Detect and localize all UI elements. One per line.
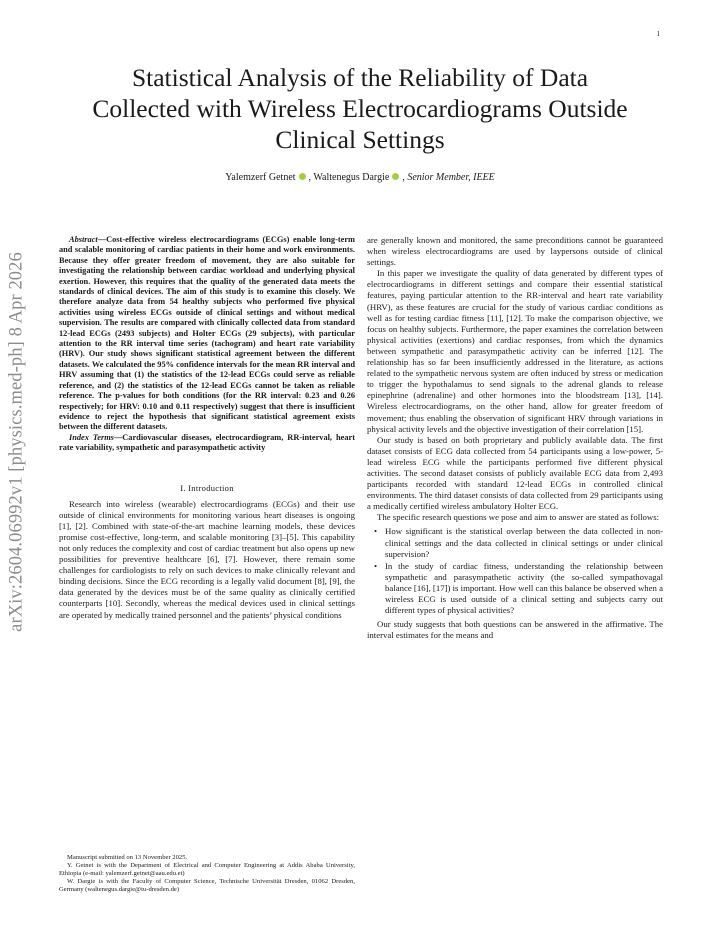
arxiv-stamp xyxy=(0,0,30,932)
author-name: Yalemzerf Getnet xyxy=(225,172,296,183)
body-paragraph: Research into wireless (wearable) electrocardiograms (ECGs) and their use outside of clinical environments for monitoring various heart diseases is ongoing [1], [2]. Combined with state-of-the-art machine learning models, these devices promise cost-effective, long-term, and scalable monitoring [3]–[5]. This capability not only reduces the complexity and cost of cardiac treatment but also opens up new possibilities for preventive healthcare [6], [7]. However, there remain some challenges for cardiologists to rely on such devices to make clinically relevant and binding decisions. Since the ECG recording is a legally valid document [8], [9], the data generated by the devices must be of the same quality as clinically certified counterparts [10]. Secondly, whereas the medical devices used in clinical settings are operated by medically trained personnel and the patients’ physical conditions xyxy=(59,498,355,620)
title-line: Statistical Analysis of the Reliability of Data xyxy=(131,63,589,92)
title-line: Clinical Settings xyxy=(275,125,445,154)
author-membership: Senior Member, IEEE xyxy=(407,172,495,183)
body-paragraph-continued: are generally known and monitored, the same preconditions cannot be guaranteed when wireless electrocardiograms are used by laypersons outside of clinical settings. xyxy=(367,235,663,268)
orcid-icon[interactable] xyxy=(392,173,399,180)
footnote: Manuscript submitted on 13 November 2025. xyxy=(67,854,188,861)
abstract-label: Abstract xyxy=(69,235,98,244)
body-paragraph: The specific research questions we pose and aim to answer are stated as follows: xyxy=(377,512,660,523)
body-paragraph: In this paper we investigate the quality of data generated by different types of electrocardiograms in different settings and compare their essential statistical features, paying particular attention to the RR-interval and heart rate variability (HRV), as these features are crucial for the study of various cardiac conditions as well as for testing cardiac fitness [11], [12]. To make the comparison objective, we focus on healthy subjects. Furthermore, the paper examines the correlation between physical activities (exertions) and cardiac responses, from which the dynamics between sympathetic and parasympathetic activity can be inferred [12]. The relationship has so far been insufficiently addressed in the literature, as actions related to the sympathetic nervous system are often induced by stress or medication to trigger the hypothalamus to send signals to the adrenal glands to release epinephrine (adrenaline) and other hormones into the bloodstream [13], [14]. Wireless electrocardiograms, on the other hand, allow for greater freedom of movement; thus enabling the observation of significant HRV through variations in physical activity levels and the objective investigation of their correlation [15]. xyxy=(367,268,663,434)
research-question-list xyxy=(367,526,663,616)
index-terms xyxy=(59,433,355,454)
title-line: Collected with Wireless Electrocardiograms Outside xyxy=(92,94,628,123)
list-item: • In the study of cardiac fitness, understanding the relationship between sympathetic and parasympathetic activity (the so-called sympathovagal balance [16], [17]) is important. How well can this balance be observed when a wireless ECG is used outside of a clinical setting and subjects carry out different types of physical activities? xyxy=(385,561,663,616)
body-paragraph: Our study is based on both proprietary and publicly available data. The first dataset consists of ECG data collected from 54 participants using a low-power, 5-lead wireless ECG while the participants performed five different physical activities. The second dataset consists of publicly available ECG data from 2,493 participants recorded with standard 12-lead ECGs in controlled clinical environments. The third dataset consists of data collected from 29 participants using a medically certified wireless ambulatory Holter ECG. xyxy=(367,434,663,512)
paper-title xyxy=(40,62,680,155)
right-column xyxy=(367,235,663,641)
abstract xyxy=(59,235,355,433)
list-item: • How significant is the statistical overlap between the data collected in non-clinical settings and the data collected in clinical settings or under clinical supervision? xyxy=(385,526,663,559)
author-separator: , xyxy=(308,172,312,183)
arxiv-identifier: arXiv:2604.06992v1 [physics.med-ph] 8 Apr 2026 xyxy=(6,252,27,632)
footnote: W. Dargie is with the Faculty of Computer Science, Technische Universität Dresden, 01062 Dresden, Germany (waltenegus.dargie@tu-dresden.de) xyxy=(59,878,355,894)
index-terms-text: —Cardiovascular diseases, electrocardiogram, RR-interval, heart rate variability, sympathetic and parasympathetic activity xyxy=(59,432,355,453)
page-number: 1 xyxy=(656,30,660,38)
author-name: Waltenegus Dargie xyxy=(313,172,390,183)
author-separator: , xyxy=(402,172,405,183)
section-heading: I. Introduction xyxy=(180,482,234,493)
orcid-icon[interactable] xyxy=(299,173,306,180)
index-terms-label: Index Terms xyxy=(69,432,114,442)
author-line xyxy=(40,172,680,183)
left-column xyxy=(59,235,355,621)
abstract-text: —Cost-effective wireless electrocardiograms (ECGs) enable long-term and scalable monitoring of cardiac patients in their home and work environments. Because they offer greater freedom of movement, they are also suitable for investigating the relationship between cardiac workload and underlying physical exertion. However, this requires that the quality of the generated data meets the standards of clinical devices. The aim of this study is to examine this closely. We therefore analyze data from 54 healthy subjects who performed five physical activities using wireless ECGs outside of clinical settings and without medical supervision. The results are compared with clinically collected data from standard 12-lead ECGs (2493 subjects) and Holter ECGs (29 subjects), with particular attention to the RR interval time series (tachogram) and heart rate variability (HRV). Our study shows significant statistical agreement between the different datasets. We calculated the 95% confidence intervals for the mean RR interval and HRV assuming that (1) the statistics of the 12-lead ECGs could serve as reliable reference, and (2) the statistics of the 12-lead ECGs cannot be taken as reliable reference. The p-values for both conditions (for the RR interval: 0.23 and 0.26 respectively; for HRV: 0.10 and 0.11 respectively) suggest that there is insufficient evidence to reject the hypothesis that significant statistical agreement exists between the different datasets. xyxy=(59,235,355,432)
footnote: Y. Getnet is with the Department of Electrical and Computer Engineering at Addis Ababa University, Ethiopia (e-mail: yalemzerf.getnet@aau.edu.et) xyxy=(59,862,355,878)
body-paragraph: Our study suggests that both questions can be answered in the affirmative. The interval estimates for the means and xyxy=(367,619,663,641)
footnotes xyxy=(59,854,355,894)
